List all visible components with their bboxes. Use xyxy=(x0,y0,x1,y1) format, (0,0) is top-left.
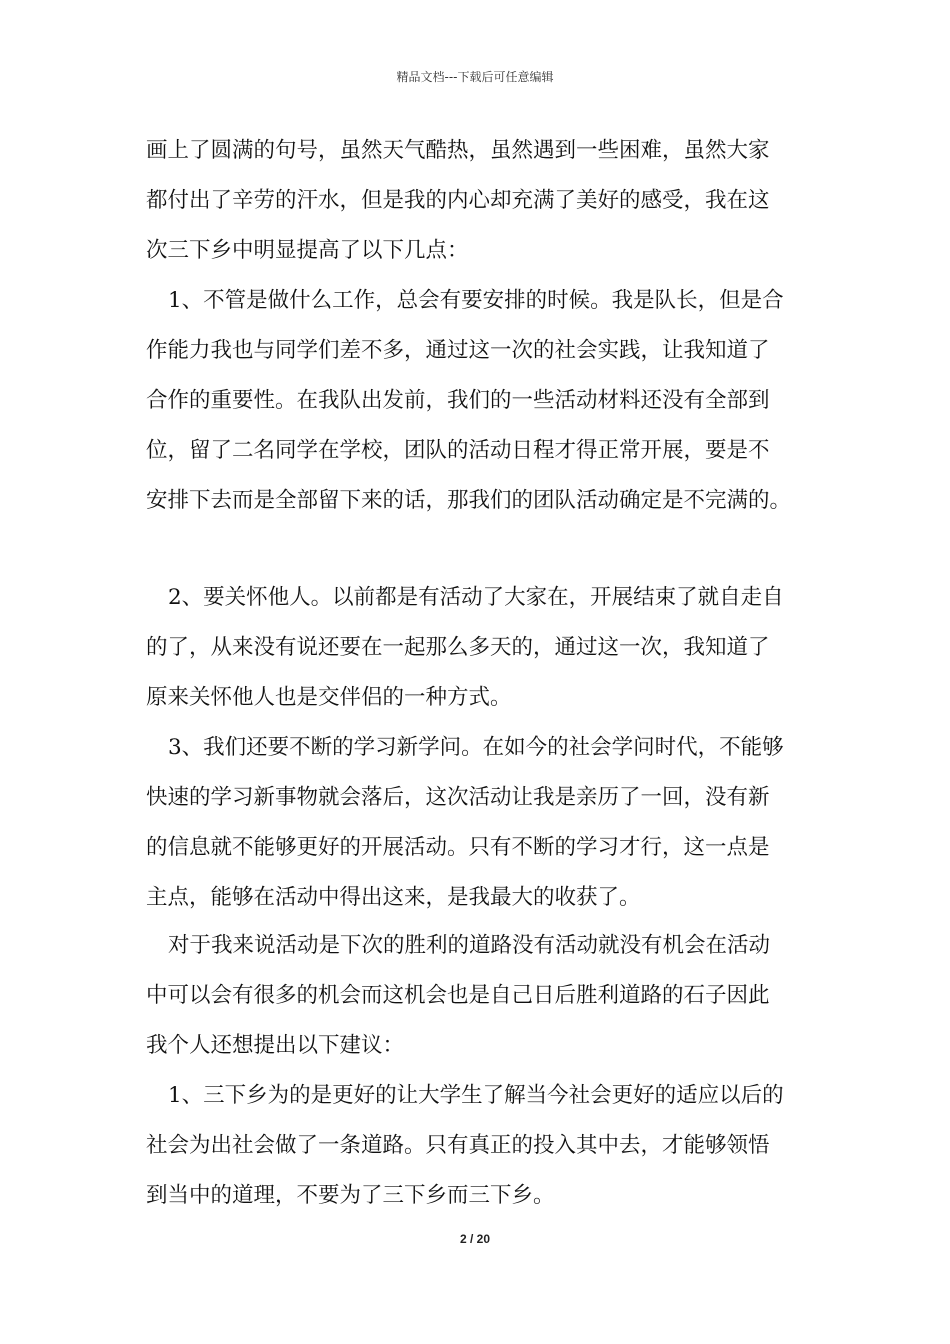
text-line: 作能力我也与同学们差不多，通过这一次的社会实践，让我知道了 xyxy=(146,338,770,363)
text-line: 快速的学习新事物就会落后，这次活动让我是亲历了一回，没有新 xyxy=(146,785,770,810)
text-line: 到当中的道理，不要为了三下乡而三下乡。 xyxy=(146,1183,555,1208)
text-line: 合作的重要性。在我队出发前，我们的一些活动材料还没有全部到 xyxy=(146,388,770,413)
page-header: 精品文档---下载后可任意编辑 xyxy=(396,70,554,84)
text-line: 社会为出社会做了一条道路。只有真正的投入其中去，才能够领悟 xyxy=(146,1133,770,1158)
text-line: 位，留了二名同学在学校，团队的活动日程才得正常开展，要是不 xyxy=(146,438,770,463)
text-line: 次三下乡中明显提高了以下几点： xyxy=(146,238,469,263)
text-line: 的了，从来没有说还要在一起那么多天的，通过这一次，我知道了 xyxy=(146,635,770,660)
text-line: 原来关怀他人也是交伴侣的一种方式。 xyxy=(146,685,512,710)
text-line: 的信息就不能够更好的开展活动。只有不断的学习才行，这一点是 xyxy=(146,835,770,860)
text-line: 对于我来说活动是下次的胜利的道路没有活动就没有机会在活动 xyxy=(168,933,771,958)
page-number: 2 / 20 xyxy=(459,1232,491,1246)
text-line: 中可以会有很多的机会而这机会也是自己日后胜利道路的石子因此 xyxy=(146,983,770,1008)
text-line: 都付出了辛劳的汗水，但是我的内心却充满了美好的感受，我在这 xyxy=(146,188,770,213)
text-line: 2、要关怀他人。以前都是有活动了大家在，开展结束了就自走自 xyxy=(168,585,784,610)
text-line: 1、三下乡为的是更好的让大学生了解当今社会更好的适应以后的 xyxy=(168,1083,784,1108)
text-line: 1、不管是做什么工作，总会有要安排的时候。我是队长，但是合 xyxy=(168,288,784,313)
text-line: 主点，能够在活动中得出这来，是我最大的收获了。 xyxy=(146,885,641,910)
text-line: 3、我们还要不断的学习新学问。在如今的社会学问时代，不能够 xyxy=(168,735,784,760)
text-line: 我个人还想提出以下建议： xyxy=(146,1033,405,1058)
text-line: 安排下去而是全部留下来的话，那我们的团队活动确定是不完满的。 xyxy=(146,488,792,513)
text-line: 画上了圆满的句号，虽然天气酷热，虽然遇到一些困难，虽然大家 xyxy=(146,138,770,163)
